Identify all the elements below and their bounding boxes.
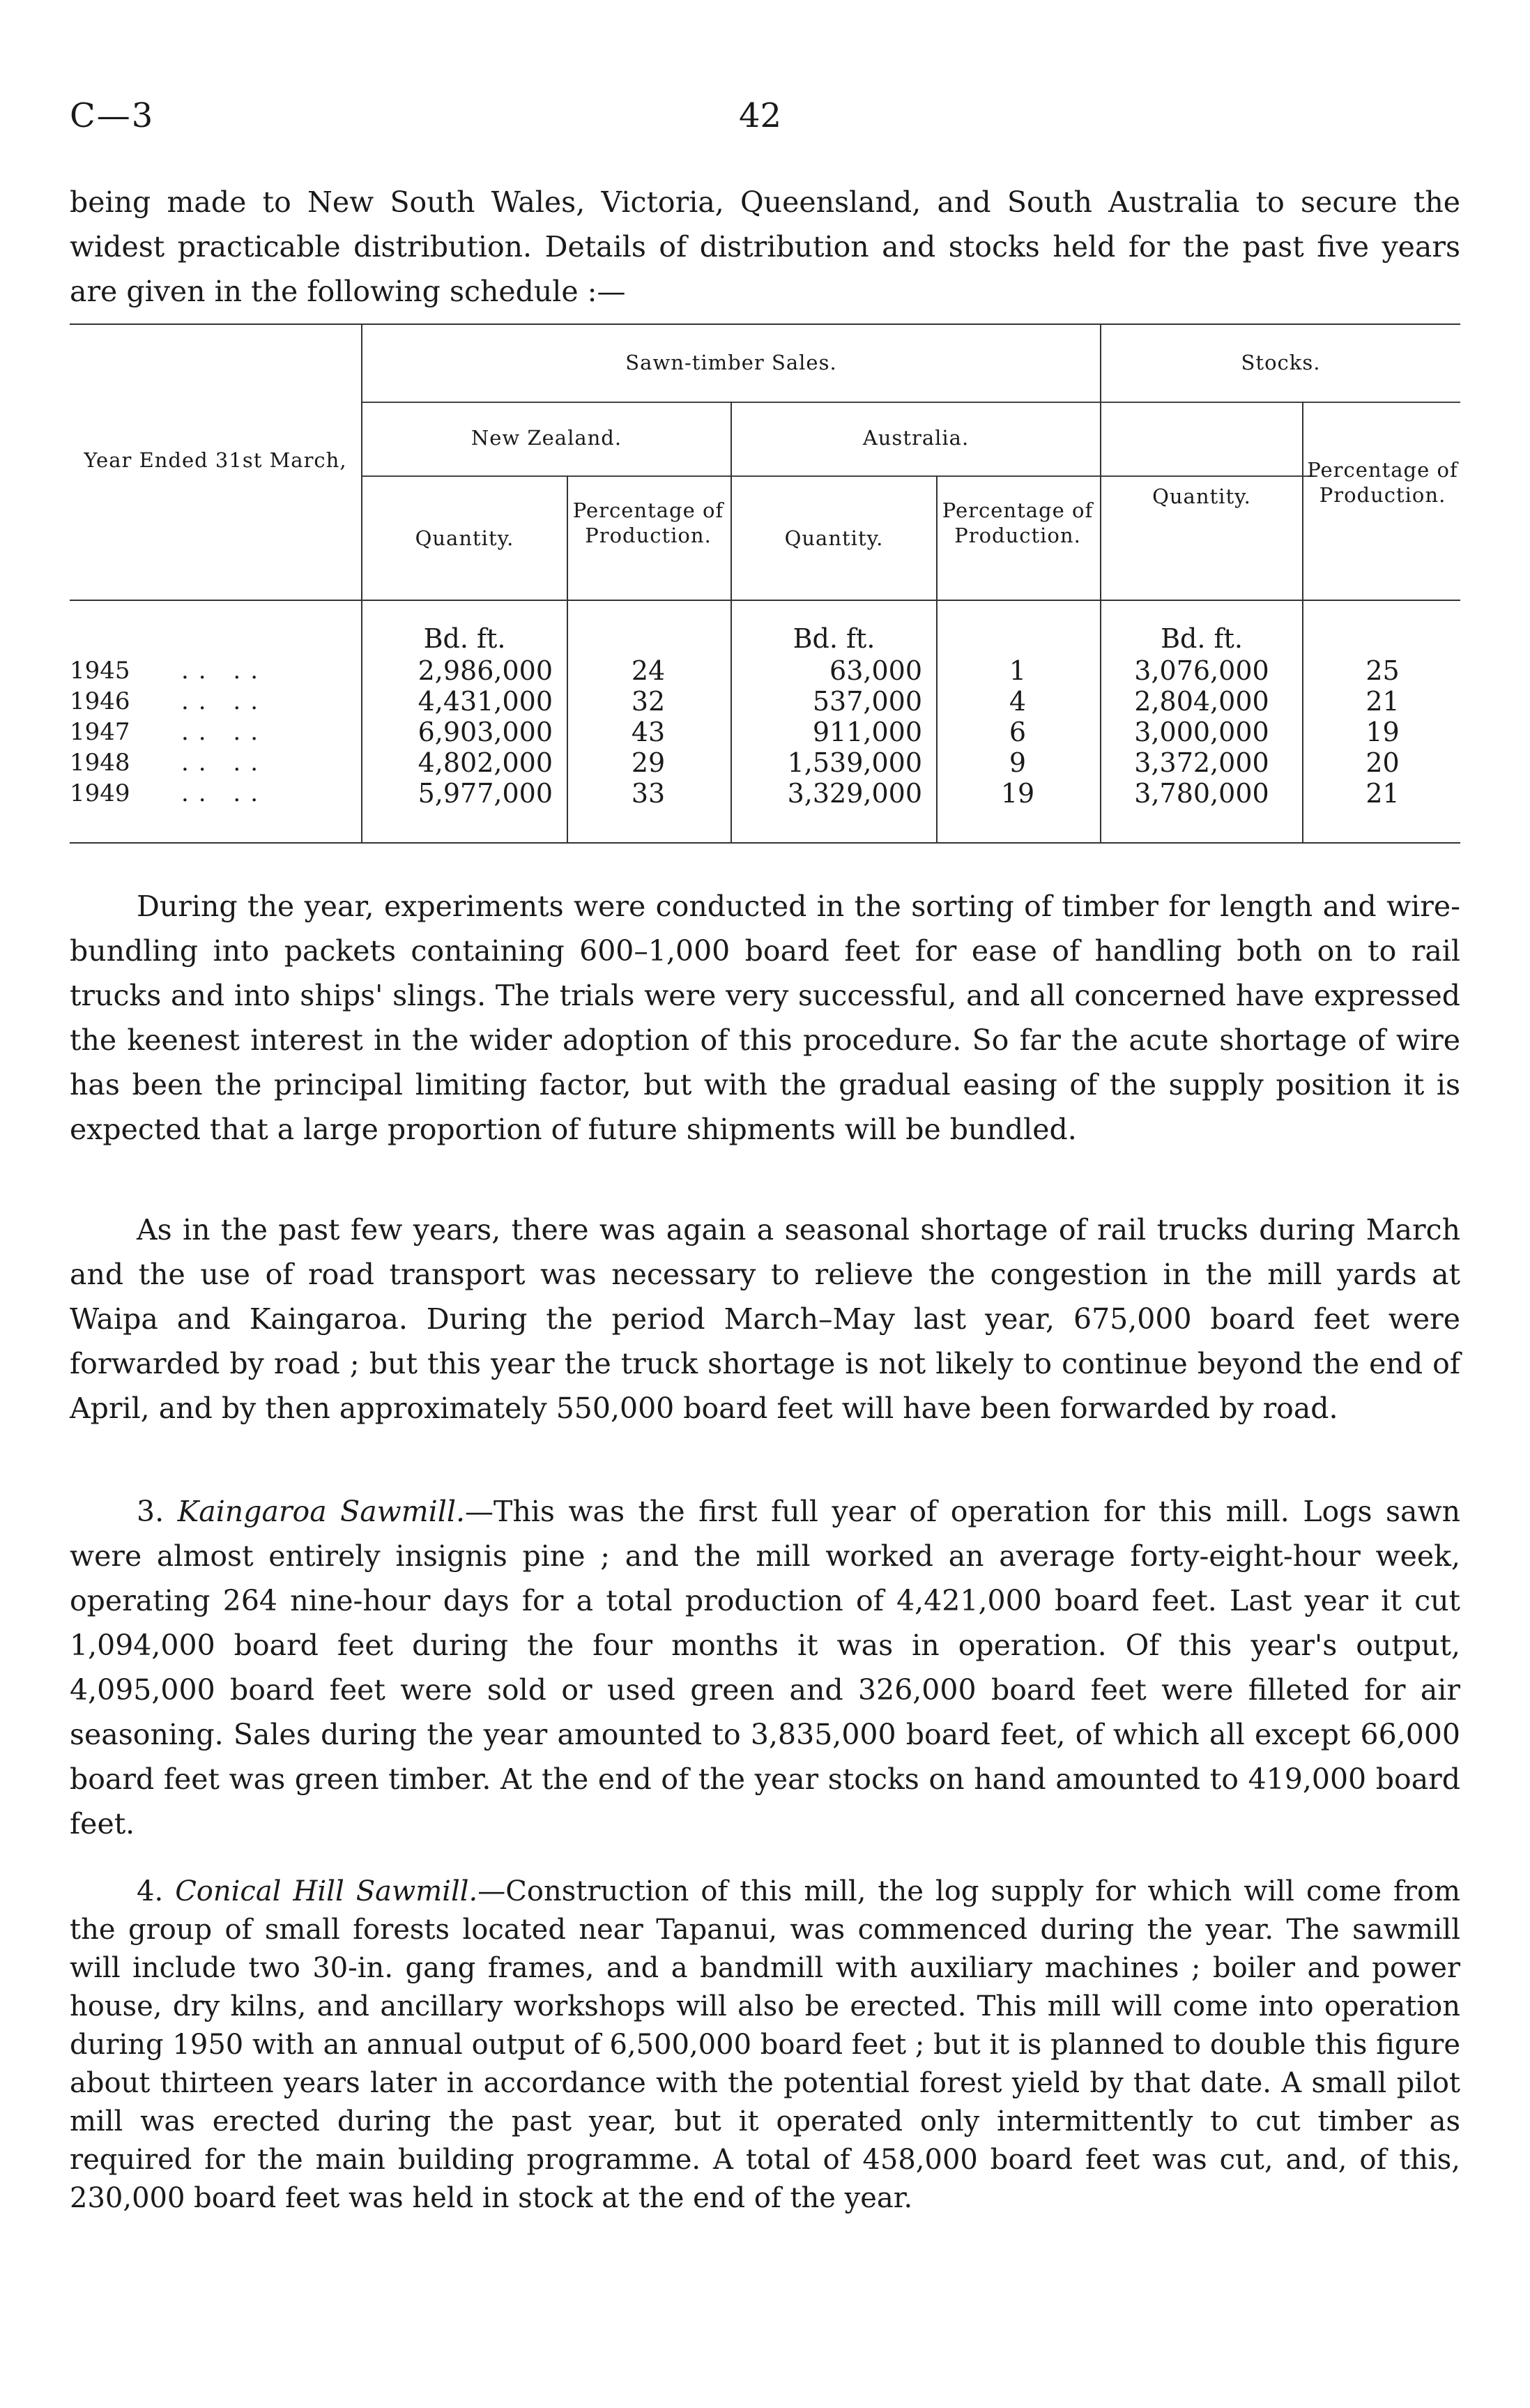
conical-section-title: Conical Hill Sawmill. bbox=[175, 1875, 478, 1907]
leader-dots: .. .. bbox=[181, 749, 268, 777]
stock-quantity-header: Quantity. bbox=[1152, 485, 1251, 508]
australia-header: Australia. bbox=[862, 426, 970, 450]
nz-quantity-cell: 4,802,000 bbox=[418, 747, 553, 778]
aus-quantity-cell: 1,539,000 bbox=[787, 747, 922, 778]
stock-percentage-cell: 20 bbox=[1365, 747, 1400, 778]
nz-percentage-cell: 43 bbox=[631, 717, 666, 747]
aus-quantity-header: Quantity. bbox=[784, 526, 884, 550]
aus-percentage-cell: 4 bbox=[1009, 686, 1027, 717]
stock-unit-label: Bd. ft. bbox=[1161, 623, 1243, 654]
new-zealand-header: New Zealand. bbox=[471, 426, 622, 450]
leader-dots: .. .. bbox=[181, 718, 268, 746]
aus-quantity-cell: 63,000 bbox=[829, 655, 922, 686]
stock-quantity-cell: 3,076,000 bbox=[1134, 655, 1269, 686]
leader-dots: .. .. bbox=[181, 779, 268, 807]
kaingaroa-paragraph bbox=[70, 1489, 1460, 1846]
stocks-header: Stocks. bbox=[1241, 351, 1321, 374]
stock-quantity-cell: 2,804,000 bbox=[1134, 686, 1269, 717]
aus-unit-label: Bd. ft. bbox=[793, 623, 875, 654]
nz-quantity-cell: 6,903,000 bbox=[418, 717, 553, 747]
nz-percentage-cell: 29 bbox=[631, 747, 666, 778]
distribution-schedule-table bbox=[70, 323, 1460, 846]
nz-unit-label: Bd. ft. bbox=[423, 623, 506, 654]
stock-percentage-cell: 21 bbox=[1365, 686, 1400, 717]
stock-percentage-cell: 21 bbox=[1365, 778, 1400, 809]
aus-qty-column-line bbox=[936, 475, 938, 842]
aus-percentage-cell: 6 bbox=[1009, 717, 1027, 747]
nz-quantity-cell: 4,431,000 bbox=[418, 686, 553, 717]
rail-trucks-paragraph: As in the past few years, there was again a seasonal shortage of rail trucks during March and the use of road transport was necessary to relieve the congestion in the mill yards at Waipa and Kaingaroa. During the period March–May last year, 675,000 board feet were forwarded by road ; but this year the truck shortage is not likely to continue beyond the end of April, and by then approximately 550,000 board feet will have been forwarded by road. bbox=[70, 1213, 1460, 1425]
year-column-header: Year Ended 31st March, bbox=[84, 448, 347, 472]
kaingaroa-section-number: 3. bbox=[137, 1495, 165, 1528]
aus-quantity-cell: 537,000 bbox=[812, 686, 922, 717]
bundling-paragraph: During the year, experiments were conducted in the sorting of timber for length and wire-bundling into packets containing 600–1,000 board feet for ease of handling both on to rail trucks and into ships' slings. The trials were very successful, and all concerned have expressed the keenest interest in the wider adoption of this procedure. So far the acute shortage of wire has been the principal limiting factor, but with the gradual easing of the supply position it is expected that a large proportion of future shipments will be bundled. bbox=[70, 890, 1460, 1146]
stock-percentage-header: Percentage of Production. bbox=[1307, 458, 1458, 507]
stock-quantity-cell: 3,780,000 bbox=[1134, 778, 1269, 809]
leader-dots: .. .. bbox=[181, 687, 268, 715]
stock-quantity-cell: 3,000,000 bbox=[1134, 717, 1269, 747]
intro-paragraph: being made to New South Wales, Victoria, Queensland, and South Australia to secure the widest practicable distribution. Details of distribution and stocks held for the past five years are given in the following schedule :— bbox=[70, 185, 1460, 308]
year-cell: 1946 bbox=[70, 687, 130, 715]
kaingaroa-section-title: Kaingaroa Sawmill. bbox=[177, 1495, 466, 1528]
aus-percentage-cell: 9 bbox=[1009, 747, 1027, 778]
sales-divider-rule bbox=[362, 402, 1460, 403]
series-code: C—3 bbox=[70, 96, 155, 135]
year-cell: 1948 bbox=[70, 749, 130, 777]
kaingaroa-section-body: —This was the first full year of operation for this mill. Logs sawn were almost entirely insignis pine ; and the mill worked an average forty-eight-hour week, operating 264 nine-hour days for a total production of 4,421,000 board feet. Last year it cut 1,094,000 board feet during the four months it was in operation. Of this year's output, 4,095,000 board feet were sold or used green and 326,000 board feet were filleted for air seasoning. Sales during the year amounted to 3,835,000 board feet, of which all except 66,000 board feet was green timber. At the end of the year stocks on hand amounted to 419,000 board feet. bbox=[70, 1495, 1460, 1841]
nz-qty-column-line bbox=[567, 475, 568, 842]
leader-dots: .. .. bbox=[181, 657, 268, 685]
year-cell: 1947 bbox=[70, 718, 130, 746]
page-number: 42 bbox=[739, 96, 782, 135]
sales-header: Sawn-timber Sales. bbox=[625, 351, 837, 374]
conical-section-number: 4. bbox=[137, 1875, 164, 1907]
table-header-rule bbox=[70, 600, 1460, 601]
nz-percentage-cell: 33 bbox=[631, 778, 666, 809]
nz-percentage-cell: 32 bbox=[631, 686, 666, 717]
nz-quantity-cell: 5,977,000 bbox=[418, 778, 553, 809]
aus-percentage-cell: 1 bbox=[1009, 655, 1027, 686]
table-bottom-rule bbox=[70, 842, 1460, 844]
stock-percentage-cell: 19 bbox=[1365, 717, 1400, 747]
nz-quantity-header: Quantity. bbox=[415, 526, 514, 550]
nz-percentage-cell: 24 bbox=[631, 655, 666, 686]
conical-hill-paragraph bbox=[70, 1873, 1460, 2218]
aus-percentage-header: Percentage of Production. bbox=[942, 498, 1094, 547]
year-cell: 1949 bbox=[70, 779, 130, 807]
year-cell: 1945 bbox=[70, 657, 130, 685]
aus-quantity-cell: 3,329,000 bbox=[787, 778, 922, 809]
stock-percentage-cell: 25 bbox=[1365, 655, 1400, 686]
nz-percentage-header: Percentage of Production. bbox=[572, 498, 724, 547]
nz-aus-divider-rule bbox=[362, 475, 1317, 477]
conical-section-body: —Construction of this mill, the log supply for which will come from the group of small forests located near Tapanui, was commenced during the year. The sawmill will include two 30-in. gang frames, and a bandmill with auxiliary machines ; boiler and power house, dry kilns, and ancillary workshops will also be erected. This mill will come into operation during 1950 with an annual output of 6,500,000 board feet ; but it is planned to double this figure about thirteen years later in accordance with the potential forest yield by that date. A small pilot mill was erected during the past year, but it operated only intermittently to cut timber as required for the main building programme. A total of 458,000 board feet was cut, and, of this, 230,000 board feet was held in stock at the end of the year. bbox=[70, 1875, 1460, 2214]
stock-qty-column-line bbox=[1302, 402, 1303, 842]
aus-quantity-cell: 911,000 bbox=[812, 717, 922, 747]
nz-quantity-cell: 2,986,000 bbox=[418, 655, 553, 686]
stock-quantity-cell: 3,372,000 bbox=[1134, 747, 1269, 778]
table-top-rule bbox=[70, 323, 1460, 325]
aus-percentage-cell: 19 bbox=[1000, 778, 1035, 809]
